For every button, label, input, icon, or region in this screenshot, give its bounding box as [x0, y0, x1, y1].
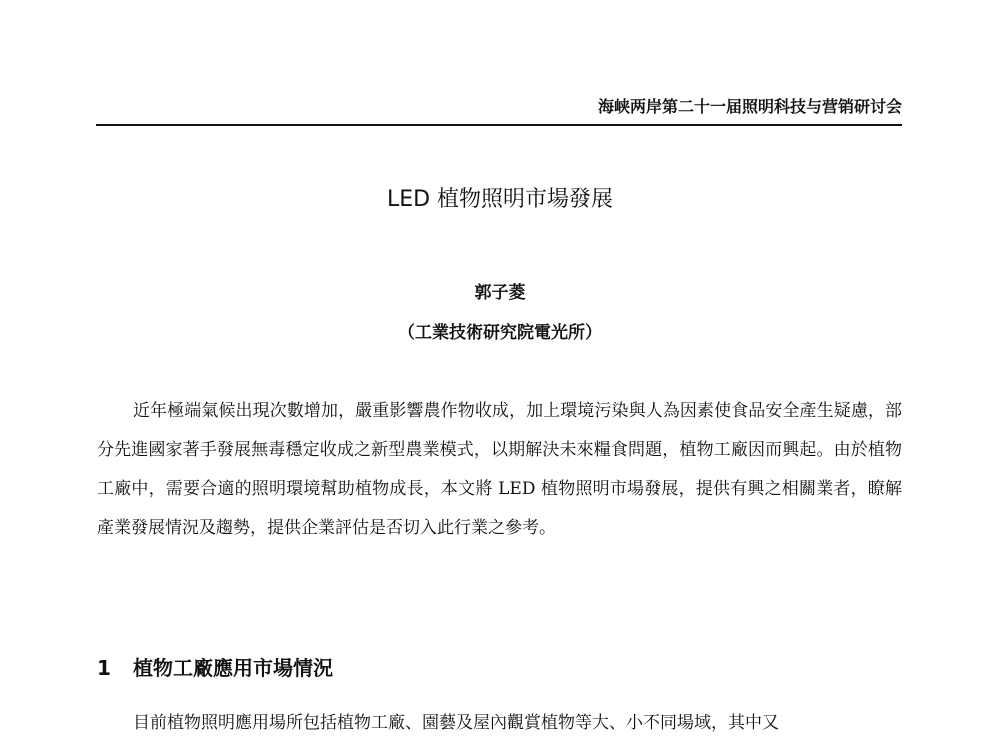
section-title: 植物工廠應用市場情況 — [133, 656, 333, 680]
section-body-text: 目前植物照明應用場所包括植物工廠、園藝及屋內觀賞植物等大、小不同場域，其中又 — [133, 713, 779, 733]
section-number: 1 — [97, 656, 111, 680]
running-header: 海峡两岸第二十一届照明科技与营销研讨会 — [597, 97, 902, 116]
paper-title: LED 植物照明市場發展 — [386, 187, 614, 212]
author-affiliation: （工業技術研究院電光所） — [398, 323, 602, 343]
header-rule — [96, 124, 902, 126]
author-name: 郭子菱 — [474, 283, 526, 303]
section-heading — [97, 652, 333, 681]
abstract-paragraph: 近年極端氣候出現次數增加，嚴重影響農作物收成，加上環境污染與人為因素使食品安全產生疑慮，部分先進國家著手發展無毒穩定收成之新型農業模式，以期解決未來糧食問題，植物工廠因而興起。由於植物工廠中，需要合適的照明環境幫助植物成長，本文將 LED 植物照明市場發展，提供有興之相關業者，瞭解產業發展情況及趨勢，提供企業評估是否切入此行業之參考。 — [97, 401, 902, 538]
